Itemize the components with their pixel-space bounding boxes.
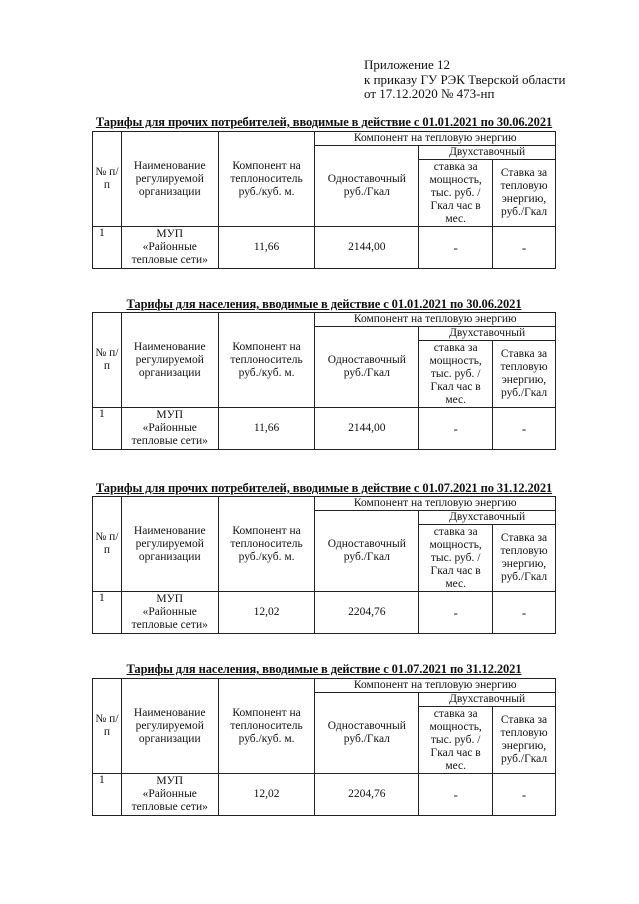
header-carrier: Компонент на теплоноситель руб./куб. м. xyxy=(218,313,315,408)
header-num: № п/п xyxy=(93,679,122,774)
row-capacity-value: - xyxy=(419,227,493,269)
header-energy-component: Компонент на тепловую энергию xyxy=(315,497,556,511)
tariff-table-title: Тарифы для прочих потребителей, вводимые в действие с 01.07.2021 по 31.12.2021 xyxy=(95,481,553,495)
row-org-line: «Районные xyxy=(142,241,197,253)
header-capacity-rate: ставка за мощность, тыс. руб. /Гкал час в мес. xyxy=(419,160,493,227)
row-carrier-value: 12,02 xyxy=(218,774,315,816)
row-energy-rate-value: - xyxy=(493,408,556,450)
header-single-rate: Одноставочный руб./Гкал xyxy=(315,511,419,592)
appendix-line-3: от 17.12.2020 № 473-нп xyxy=(364,86,495,101)
header-capacity-rate: ставка за мощность, тыс. руб. /Гкал час в мес. xyxy=(419,707,493,774)
header-capacity-rate: ставка за мощность, тыс. руб. /Гкал час в мес. xyxy=(419,341,493,408)
header-energy-component: Компонент на тепловую энергию xyxy=(315,313,556,327)
tariff-table xyxy=(92,131,556,269)
header-single-rate: Одноставочный руб./Гкал xyxy=(315,146,419,227)
tariff-table xyxy=(92,312,556,450)
row-org-line: МУП xyxy=(156,593,184,605)
header-org: Наименование регулируемой организации xyxy=(121,132,218,227)
header-num: № п/п xyxy=(93,497,122,592)
row-org-line: «Районные xyxy=(142,422,197,434)
header-carrier: Компонент на теплоноситель руб./куб. м. xyxy=(218,132,315,227)
row-org-line: тепловые сети» xyxy=(131,435,208,447)
row-org xyxy=(121,774,218,816)
tariff-table xyxy=(92,496,556,634)
header-num: № п/п xyxy=(93,132,122,227)
row-org xyxy=(121,592,218,634)
header-double-rate: Двухставочный xyxy=(419,146,556,160)
header-org: Наименование регулируемой организации xyxy=(121,497,218,592)
table-row xyxy=(93,592,556,634)
row-energy-rate-value: - xyxy=(493,227,556,269)
header-energy-rate: Ставка за тепловую энергию, руб./Гкал xyxy=(493,525,556,592)
row-org xyxy=(121,408,218,450)
table-row xyxy=(93,774,556,816)
row-org xyxy=(121,227,218,269)
row-single-rate-value: 2144,00 xyxy=(315,227,419,269)
row-org-line: «Районные xyxy=(142,606,197,618)
row-single-rate-value: 2144,00 xyxy=(315,408,419,450)
row-org-line: МУП xyxy=(156,228,184,240)
header-org: Наименование регулируемой организации xyxy=(121,679,218,774)
header-single-rate: Одноставочный руб./Гкал xyxy=(315,693,419,774)
row-org-line: МУП xyxy=(156,409,184,421)
header-carrier: Компонент на теплоноситель руб./куб. м. xyxy=(218,497,315,592)
appendix-line-2: к приказу ГУ РЭК Тверской области xyxy=(364,71,566,87)
table-row xyxy=(93,227,556,269)
header-carrier: Компонент на теплоноситель руб./куб. м. xyxy=(218,679,315,774)
row-num: 1 xyxy=(93,227,122,269)
row-num: 1 xyxy=(93,408,122,450)
header-single-rate: Одноставочный руб./Гкал xyxy=(315,327,419,408)
row-org-line: МУП xyxy=(156,775,184,787)
row-org-line: тепловые сети» xyxy=(131,254,208,266)
row-carrier-value: 11,66 xyxy=(218,227,315,269)
row-capacity-value: - xyxy=(419,408,493,450)
row-num: 1 xyxy=(93,592,122,634)
header-double-rate: Двухставочный xyxy=(419,693,556,707)
header-double-rate: Двухставочный xyxy=(419,511,556,525)
header-capacity-rate: ставка за мощность, тыс. руб. /Гкал час в мес. xyxy=(419,525,493,592)
tariff-table xyxy=(92,678,556,816)
appendix-line-1: Приложение 12 xyxy=(364,57,451,72)
header-energy-component: Компонент на тепловую энергию xyxy=(315,679,556,693)
header-energy-rate: Ставка за тепловую энергию, руб./Гкал xyxy=(493,707,556,774)
tariff-table-title: Тарифы для населения, вводимые в действие с 01.07.2021 по 31.12.2021 xyxy=(126,662,522,676)
row-single-rate-value: 2204,76 xyxy=(315,592,419,634)
row-energy-rate-value: - xyxy=(493,774,556,816)
tariff-table-title: Тарифы для населения, вводимые в действие с 01.01.2021 по 30.06.2021 xyxy=(126,297,522,311)
row-num: 1 xyxy=(93,774,122,816)
header-double-rate: Двухставочный xyxy=(419,327,556,341)
row-capacity-value: - xyxy=(419,774,493,816)
row-org-line: тепловые сети» xyxy=(131,801,208,813)
row-carrier-value: 12,02 xyxy=(218,592,315,634)
row-org-line: «Районные xyxy=(142,788,197,800)
header-energy-rate: Ставка за тепловую энергию, руб./Гкал xyxy=(493,341,556,408)
header-energy-rate: Ставка за тепловую энергию, руб./Гкал xyxy=(493,160,556,227)
table-row xyxy=(93,408,556,450)
row-org-line: тепловые сети» xyxy=(131,619,208,631)
header-org: Наименование регулируемой организации xyxy=(121,313,218,408)
header-num: № п/п xyxy=(93,313,122,408)
tariff-table-title: Тарифы для прочих потребителей, вводимые в действие с 01.01.2021 по 30.06.2021 xyxy=(95,115,553,129)
appendix-header xyxy=(364,58,565,102)
row-energy-rate-value: - xyxy=(493,592,556,634)
header-energy-component: Компонент на тепловую энергию xyxy=(315,132,556,146)
row-capacity-value: - xyxy=(419,592,493,634)
row-single-rate-value: 2204,76 xyxy=(315,774,419,816)
row-carrier-value: 11,66 xyxy=(218,408,315,450)
